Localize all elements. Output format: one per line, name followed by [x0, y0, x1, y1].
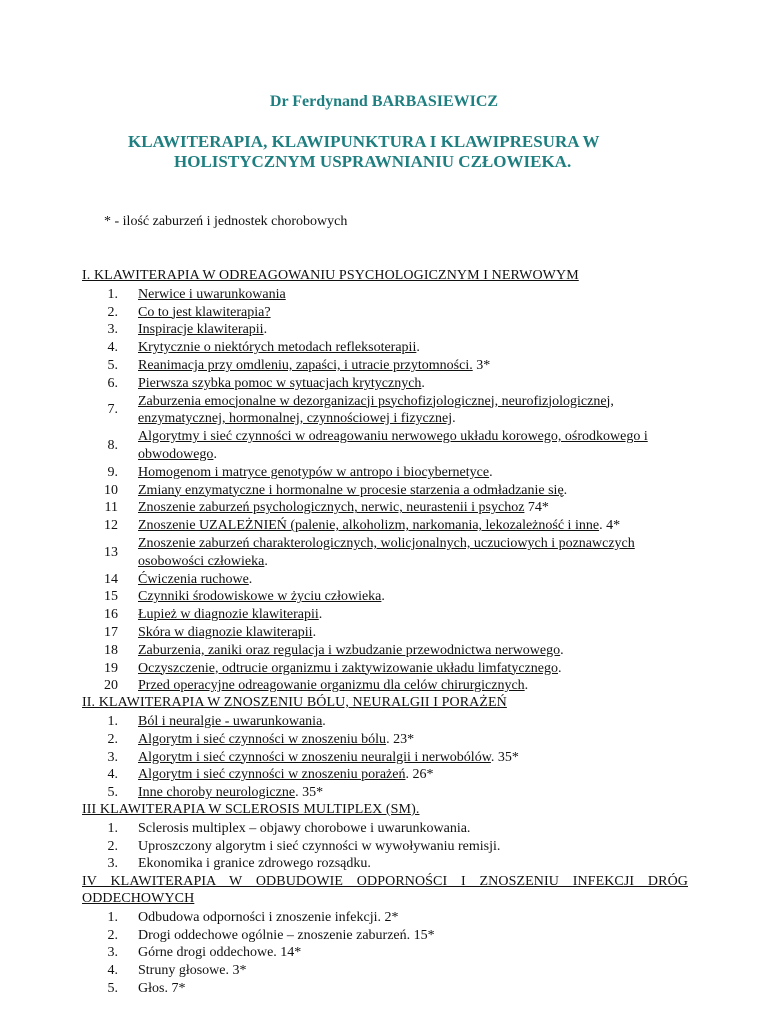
item-suffix: . 23* [386, 731, 415, 747]
item-text [138, 304, 678, 322]
section-heading[interactable]: III KLAWITERAPIA W SCLEROSIS MULTIPLEX (SM). [82, 802, 420, 817]
item-text [138, 482, 678, 500]
item-suffix: . [416, 340, 420, 356]
item-number: 1. [107, 820, 118, 836]
item-text [138, 517, 678, 535]
section-heading[interactable]: I. KLAWITERAPIA W ODREAGOWANIU PSYCHOLOGICZNYM I NERWOWYM [82, 268, 579, 283]
item-number: 5. [107, 785, 118, 801]
item-text [138, 944, 678, 962]
item-link-text[interactable]: Znoszenie UZALEŻNIEŃ (palenie, alkoholizm, narkomania, lekozależność i inne [138, 518, 600, 534]
item-number: 16 [104, 607, 118, 623]
item-number: 20 [104, 678, 118, 694]
item-suffix: Górne drogi oddechowe. 14* [138, 945, 302, 961]
item-suffix: Głos. 7* [138, 981, 186, 996]
legend-note: * - ilość zaburzeń i jednostek chorobowych [104, 214, 348, 229]
item-number: 1. [107, 714, 118, 729]
item-link-text[interactable]: Nerwice i uwarunkowania [138, 286, 286, 302]
item-suffix: . [524, 678, 529, 694]
item-suffix: . [318, 607, 323, 623]
item-number: 17 [104, 625, 118, 640]
item-suffix: . [312, 625, 317, 640]
item-link-text[interactable]: Reanimacja przy omdleniu, zapaści, i utracie przytomności. [138, 358, 473, 373]
item-link-text[interactable]: Skóra w diagnozie klawiterapii [138, 625, 313, 640]
item-link-text[interactable]: Zmiany enzymatyczne i hormonalne w procesie starzenia a odmładzanie się [138, 482, 564, 498]
section-heading[interactable]: II. KLAWITERAPIA W ZNOSZENIU BÓLU, NEURALGII I PORAŻEŃ [82, 695, 507, 711]
item-link-text[interactable]: Algorytm i sieć czynności w znoszeniu porażeń [138, 767, 406, 783]
item-link-text[interactable]: Algorytm i sieć czynności w znoszeniu bólu [138, 731, 387, 747]
item-suffix: . 26* [405, 767, 434, 783]
item-text [138, 375, 678, 393]
item-text [138, 321, 678, 339]
item-number: 3. [107, 322, 118, 338]
item-text [138, 927, 678, 945]
item-number: 3. [107, 945, 118, 961]
item-number: 4. [107, 963, 118, 979]
item-text [138, 731, 678, 749]
item-link-text[interactable]: Inne choroby neurologiczne [138, 785, 296, 801]
item-text [138, 713, 678, 731]
item-suffix: Drogi oddechowe ogólnie – znoszenie zaburzeń. 15* [138, 927, 435, 943]
item-number: 2. [107, 731, 118, 747]
item-number: 5. [107, 981, 118, 996]
item-number: 14 [104, 571, 118, 587]
item-suffix: Struny głosowe. 3* [138, 963, 247, 979]
item-number: 2. [107, 304, 118, 320]
item-link-text[interactable]: Czynniki środowiskowe w życiu człowieka [138, 589, 382, 605]
item-text [138, 393, 678, 428]
item-text [138, 464, 678, 482]
item-link-text[interactable]: Ćwiczenia ruchowe [138, 571, 249, 587]
item-link-text[interactable]: Pierwsza szybka pomoc w sytuacjach krytycznych [138, 375, 422, 391]
item-suffix: . [563, 482, 568, 498]
item-text [138, 606, 678, 624]
item-link-text[interactable]: Ból i neuralgie - uwarunkowania [138, 714, 323, 729]
item-suffix: Odbudowa odporności i znoszenie infekcji. 2* [138, 909, 399, 925]
item-link-text[interactable]: Znoszenie zaburzeń charakterologicznych, wolicjonalnych, uczuciowych i poznawczych osobowości człowieka [138, 536, 635, 569]
item-text [138, 838, 678, 856]
item-suffix: . [264, 553, 268, 569]
item-suffix: . [560, 642, 564, 658]
item-text [138, 428, 678, 463]
item-text [138, 642, 678, 660]
item-link-text[interactable]: Łupież w diagnozie klawiterapii [138, 607, 319, 623]
item-number: 4. [107, 767, 118, 783]
item-text [138, 339, 678, 357]
item-link-text[interactable]: Przed operacyjne odreagowanie organizmu dla celów chirurgicznych [138, 678, 525, 694]
item-number: 8. [107, 437, 118, 453]
item-text [138, 766, 678, 784]
item-link-text[interactable]: Zaburzenia emocjonalne w dezorganizacji psychofizjologicznej, neurofizjologicznej, enzymatycznej, hormonalnej, czynnościowej i fizycznej [138, 393, 614, 427]
item-text [138, 784, 678, 802]
item-text [138, 624, 678, 642]
item-number: 10 [104, 482, 118, 498]
author-name: Dr Ferdynand BARBASIEWICZ [269, 93, 499, 110]
item-suffix: . [213, 446, 217, 462]
item-suffix: Sclerosis multiplex – objawy chorobowe i uwarunkowania. [138, 820, 471, 836]
item-number: 15 [104, 589, 118, 605]
item-number: 2. [107, 838, 118, 854]
item-text [138, 980, 678, 998]
item-number: 2. [107, 927, 118, 943]
item-suffix: 3* [472, 358, 491, 373]
item-text [138, 855, 678, 873]
item-suffix: . [452, 411, 456, 427]
item-text [138, 909, 678, 927]
item-suffix: . [263, 322, 268, 338]
item-suffix: . [489, 464, 493, 480]
item-number: 3. [107, 856, 118, 872]
item-suffix: . [248, 571, 253, 587]
item-text [138, 962, 678, 980]
item-link-text[interactable]: Algorytm i sieć czynności w znoszeniu neuralgii i nerwobólów [138, 749, 491, 765]
item-text [138, 571, 678, 589]
item-number: 5. [107, 358, 118, 373]
item-text [138, 286, 678, 304]
item-text [138, 820, 678, 838]
item-link-text[interactable]: Oczyszczenie, odtrucie organizmu i zaktywizowanie układu limfatycznego [138, 660, 558, 676]
item-link-text[interactable]: Co to jest klawiterapia? [138, 304, 271, 320]
item-suffix: . [421, 375, 425, 391]
item-number: 1. [107, 909, 118, 925]
item-suffix: . [381, 589, 385, 605]
item-number: 9. [107, 464, 118, 480]
item-link-text[interactable]: Homogenom i matryce genotypów w antropo i biocybernetyce [138, 464, 490, 480]
document-title-line-1: KLAWITERAPIA, KLAWIPUNKTURA I KLAWIPRESURA W [128, 132, 600, 151]
item-link-text[interactable]: Inspiracje klawiterapii [138, 322, 264, 338]
item-text [138, 535, 678, 570]
item-text [138, 660, 678, 678]
item-number: 13 [104, 544, 118, 560]
section-heading[interactable]: IV KLAWITERAPIA W ODBUDOWIE ODPORNOŚCI I ZNOSZENIU INFEKCJI DRÓG ODDECHOWYCH [82, 874, 688, 907]
item-number: 19 [104, 660, 118, 676]
item-link-text[interactable]: Algorytmy i sieć czynności w odreagowaniu nerwowego układu korowego, ośrodkowego i obwodowego [138, 429, 648, 462]
item-text [138, 588, 678, 606]
item-number: 1. [107, 286, 118, 302]
item-text [138, 499, 678, 517]
item-suffix: . 4* [599, 518, 621, 534]
item-suffix: . 35* [490, 749, 519, 765]
item-number: 6. [107, 375, 118, 391]
item-suffix: 74* [524, 500, 549, 516]
item-number: 12 [104, 518, 118, 534]
item-suffix: . [322, 714, 326, 729]
item-number: 4. [107, 340, 118, 356]
item-link-text[interactable]: Znoszenie zaburzeń psychologicznych, nerwic, neurastenii i psychoz [138, 500, 525, 516]
document-title-line-2: HOLISTYCZNYM USPRAWNIANIU CZŁOWIEKA. [174, 152, 572, 171]
item-text [138, 357, 678, 375]
item-number: 3. [107, 749, 118, 765]
item-number: 7. [107, 402, 118, 418]
item-suffix: . 35* [295, 785, 324, 801]
item-number: 18 [104, 642, 118, 658]
item-suffix: Ekonomika i granice zdrowego rozsądku. [138, 856, 371, 872]
item-suffix: Uproszczony algorytm i sieć czynności w wywoływaniu remisji. [138, 838, 501, 854]
item-link-text[interactable]: Zaburzenia, zaniki oraz regulacja i wzbudzanie przewodnictwa nerwowego [138, 642, 561, 658]
item-suffix: . [557, 660, 562, 676]
item-text [138, 677, 678, 695]
item-link-text[interactable]: Krytycznie o niektórych metodach refleksoterapii [138, 340, 417, 356]
item-number: 11 [104, 500, 118, 516]
item-text [138, 749, 678, 767]
